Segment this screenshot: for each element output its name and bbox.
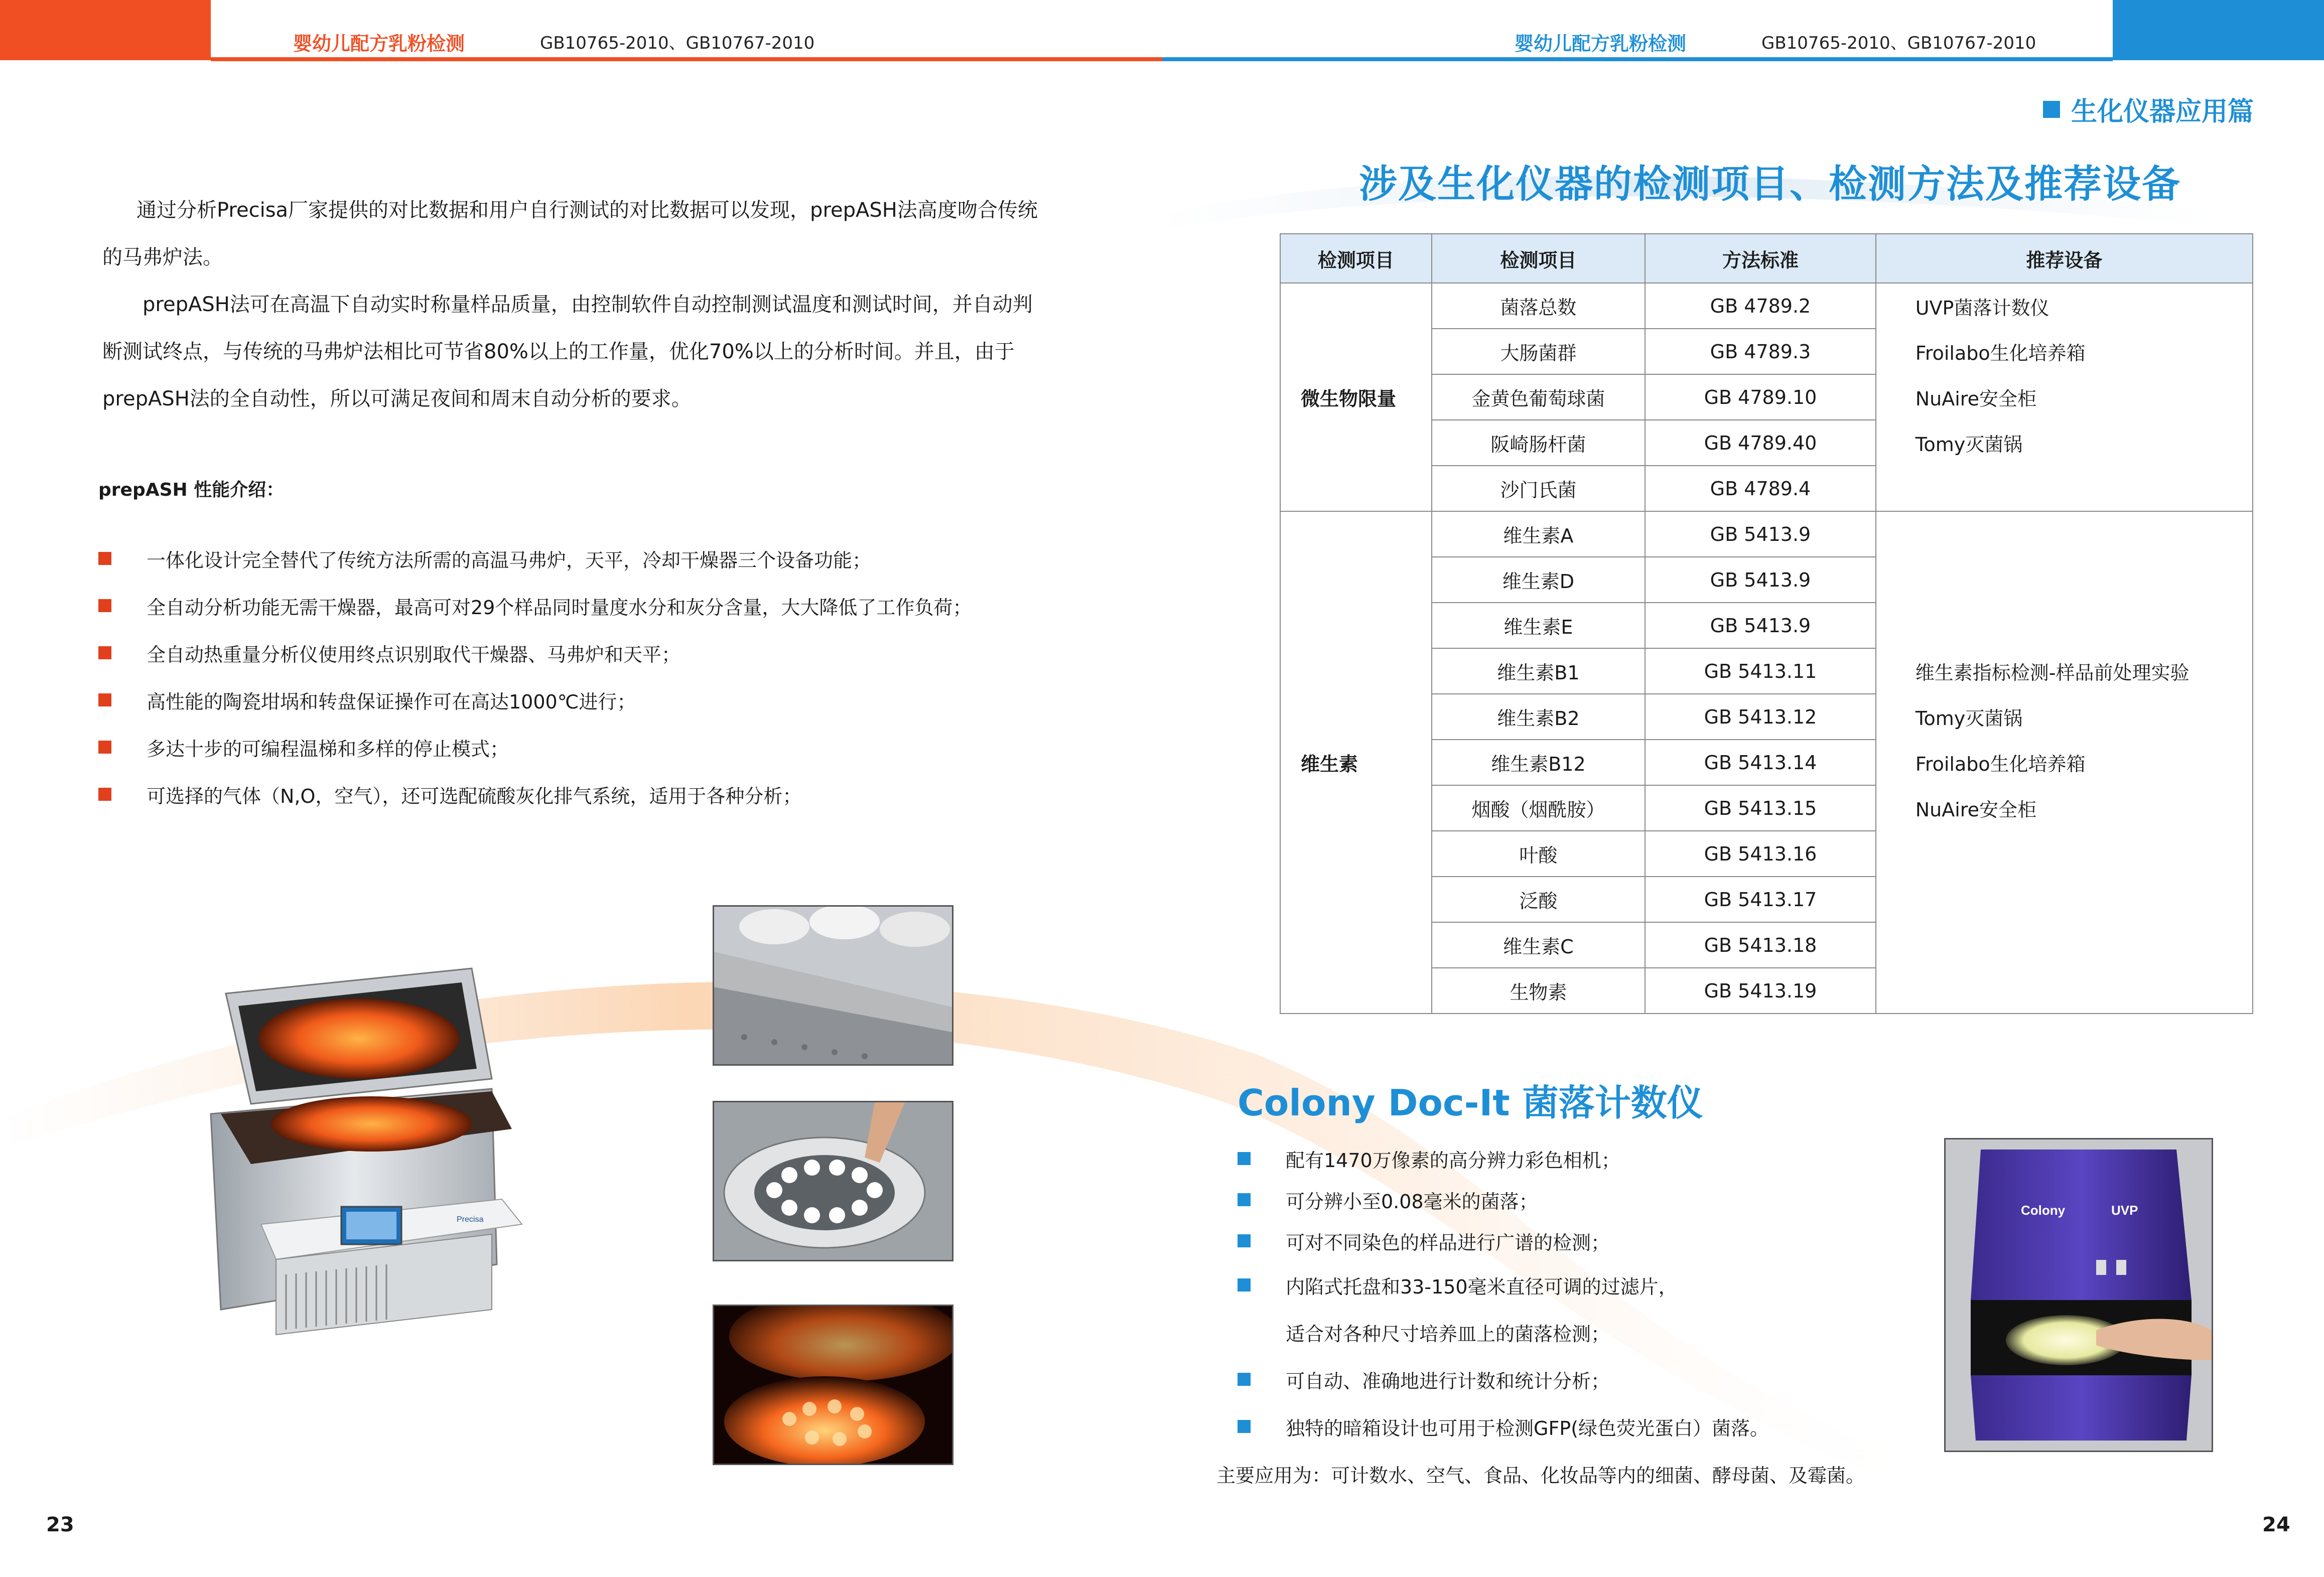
item-cell: 泛酸: [1432, 877, 1646, 922]
table-row: [1280, 283, 2253, 329]
item-cell: 维生素B12: [1432, 740, 1646, 785]
device-cell: 维生素指标检测-样品前处理实验: [1876, 648, 2253, 694]
item-cell: 维生素B2: [1432, 694, 1646, 740]
bullet-square-icon: [98, 599, 111, 612]
list-item: 高性能的陶瓷坩埚和转盘保证操作可在高达1000℃进行；: [98, 676, 972, 724]
column-header: 推荐设备: [1876, 234, 2253, 283]
intro-paragraph-line-5: prepASH法的全自动性，所以可满足夜间和周末自动分析的要求。: [102, 387, 692, 410]
item-cell: 维生素C: [1432, 922, 1646, 968]
section-tag: 生化仪器应用篇: [2043, 90, 2254, 128]
method-cell: GB 4789.3: [1645, 329, 1876, 374]
colony-doc-it-photo: [1944, 1138, 2213, 1452]
method-cell: GB 5413.9: [1645, 511, 1876, 557]
column-header: 方法标准: [1645, 234, 1876, 283]
bullet-square-icon: [1238, 1193, 1251, 1206]
device-cell: Froilabo生化培养箱: [1876, 329, 2253, 374]
header-accent-right: [2113, 0, 2324, 60]
intro-paragraph-line-4: 断测试终点，与传统的马弗炉法相比可节省80%以上的工作量，优化70%以上的分析时间。并且，由于: [102, 340, 1015, 363]
bullet-square-icon: [98, 646, 111, 659]
device-cell: [1876, 922, 2253, 968]
list-item: 配有1470万像素的高分辨力彩色相机；: [1238, 1138, 1769, 1179]
heating-chamber-photo: [713, 1305, 953, 1465]
device-cell: [1876, 968, 2253, 1014]
method-cell: GB 5413.11: [1645, 648, 1876, 694]
method-cell: GB 5413.9: [1645, 603, 1876, 648]
intro-paragraph-line-2: 的马弗炉法。: [102, 246, 223, 269]
method-cell: GB 5413.12: [1645, 694, 1876, 740]
device-cell: NuAire安全柜: [1876, 785, 2253, 831]
device-cell: [1876, 466, 2253, 511]
colony-section-title: Colony Doc-It 菌落计数仪: [1238, 1082, 1703, 1124]
header-brand-left: 婴幼儿配方乳粉检测: [293, 33, 465, 55]
item-cell: 维生素B1: [1432, 648, 1646, 694]
bullet-square-icon: [1238, 1420, 1251, 1433]
prepash-subhead: prepASH 性能介绍：: [98, 480, 285, 500]
item-cell: 生物素: [1432, 968, 1646, 1014]
test-items-table: [1280, 233, 2253, 1014]
device-cell: Tomy灭菌锅: [1876, 420, 2253, 466]
page-title: 涉及生化仪器的检测项目、检测方法及推荐设备: [1359, 162, 2181, 206]
intro-paragraph-line-3: prepASH法可在高温下自动实时称量样品质量，由控制软件自动控制测试温度和测试时间，并自动判: [143, 293, 1033, 316]
bullet-square-icon: [98, 693, 111, 706]
header-accent-left: [0, 0, 211, 60]
list-item: 可选择的气体（N,O，空气），还可选配硫酸灰化排气系统，适用于各种分析；: [98, 771, 972, 818]
carousel-loading-photo: [713, 1101, 953, 1261]
list-item: 全自动热重量分析仪使用终点识别取代干燥器、马弗炉和天平；: [98, 629, 972, 676]
bullet-square-icon: [1238, 1278, 1251, 1292]
method-cell: GB 4789.4: [1645, 466, 1876, 511]
bullet-square-icon: [1238, 1152, 1251, 1165]
method-cell: GB 5413.18: [1645, 922, 1876, 968]
item-cell: 叶酸: [1432, 831, 1646, 877]
page-number-right: 24: [2262, 1513, 2290, 1536]
prepash-feature-list: [98, 535, 972, 818]
list-item: 可自动、准确地进行计数和统计分析；: [1238, 1356, 1769, 1403]
header-brand-right: 婴幼儿配方乳粉检测: [1515, 33, 1687, 55]
list-item-continuation: 适合对各种尺寸培养皿上的菌落检测；: [1286, 1323, 1610, 1345]
device-cell: [1876, 511, 2253, 557]
device-cell: Tomy灭菌锅: [1876, 694, 2253, 740]
category-cell: 微生物限量: [1280, 283, 1432, 511]
column-header: 检测项目: [1280, 234, 1432, 283]
item-cell: 菌落总数: [1432, 283, 1646, 329]
intro-paragraph-line-1: 通过分析Precisa厂家提供的对比数据和用户自行测试的对比数据可以发现，prepASH法高度吻合传统: [136, 199, 1038, 222]
bullet-square-icon: [98, 788, 111, 801]
colony-feature-list: [1238, 1138, 1769, 1450]
device-cell: [1876, 557, 2253, 603]
device-cell: UVP菌落计数仪: [1876, 283, 2253, 329]
prepash-instrument-image: [191, 963, 542, 1355]
list-item: 独特的暗箱设计也可用于检测GFP(绿色荧光蛋白）菌落。: [1238, 1403, 1769, 1450]
method-cell: GB 5413.14: [1645, 740, 1876, 785]
table-header-row: [1280, 234, 2253, 283]
list-item: 一体化设计完全替代了传统方法所需的高温马弗炉，天平，冷却干燥器三个设备功能；: [98, 535, 972, 582]
item-cell: 维生素D: [1432, 557, 1646, 603]
page-number-left: 23: [46, 1513, 74, 1536]
list-item: 多达十步的可编程温梯和多样的停止模式；: [98, 724, 972, 771]
header-rule-left: [211, 57, 1162, 61]
method-cell: GB 5413.19: [1645, 968, 1876, 1014]
device-cell: [1876, 831, 2253, 877]
header-standards-left: GB10765-2010、GB10767-2010: [540, 33, 815, 53]
category-cell: 维生素: [1280, 511, 1432, 1014]
device-cell: NuAire安全柜: [1876, 374, 2253, 420]
device-label-brand: Colony: [2021, 1203, 2066, 1218]
crucible-detail-photo: [713, 905, 953, 1066]
device-cell: Froilabo生化培养箱: [1876, 740, 2253, 785]
item-cell: 维生素E: [1432, 603, 1646, 648]
method-cell: GB 4789.10: [1645, 374, 1876, 420]
method-cell: GB 4789.2: [1645, 283, 1876, 329]
item-cell: 烟酸（烟酰胺）: [1432, 785, 1646, 831]
item-cell: 沙门氏菌: [1432, 466, 1646, 511]
method-cell: GB 5413.15: [1645, 785, 1876, 831]
list-item: 全自动分析功能无需干燥器，最高可对29个样品同时量度水分和灰分含量，大大降低了工作负荷；: [98, 582, 972, 629]
header-standards-right: GB10765-2010、GB10767-2010: [1761, 33, 2036, 53]
bullet-square-icon: [98, 552, 111, 565]
header-rule-right: [1162, 57, 2113, 61]
list-item: 可分辨小至0.08毫米的菌落；: [1238, 1179, 1769, 1220]
list-item: 可对不同染色的样品进行广谱的检测；: [1238, 1220, 1769, 1261]
list-item: 内陷式托盘和33-150毫米直径可调的过滤片，: [1238, 1261, 1769, 1309]
table-row: [1280, 511, 2253, 557]
section-square-icon: [2043, 101, 2060, 118]
bullet-square-icon: [1238, 1373, 1251, 1386]
device-cell: [1876, 877, 2253, 922]
method-cell: GB 5413.16: [1645, 831, 1876, 877]
item-cell: 金黄色葡萄球菌: [1432, 374, 1646, 420]
method-cell: GB 4789.40: [1645, 420, 1876, 466]
item-cell: 维生素A: [1432, 511, 1646, 557]
bullet-square-icon: [98, 741, 111, 754]
device-label-maker: UVP: [2111, 1203, 2138, 1218]
item-cell: 大肠菌群: [1432, 329, 1646, 374]
item-cell: 阪崎肠杆菌: [1432, 420, 1646, 466]
method-cell: GB 5413.9: [1645, 557, 1876, 603]
bullet-square-icon: [1238, 1234, 1251, 1247]
column-header: 检测项目: [1432, 234, 1646, 283]
device-cell: [1876, 603, 2253, 648]
prepash-device-label: Precisa: [457, 1215, 484, 1224]
colony-application-text: 主要应用为：可计数水、空气、食品、化妆品等内的细菌、酵母菌、及霉菌。: [1216, 1465, 1865, 1487]
method-cell: GB 5413.17: [1645, 877, 1876, 922]
